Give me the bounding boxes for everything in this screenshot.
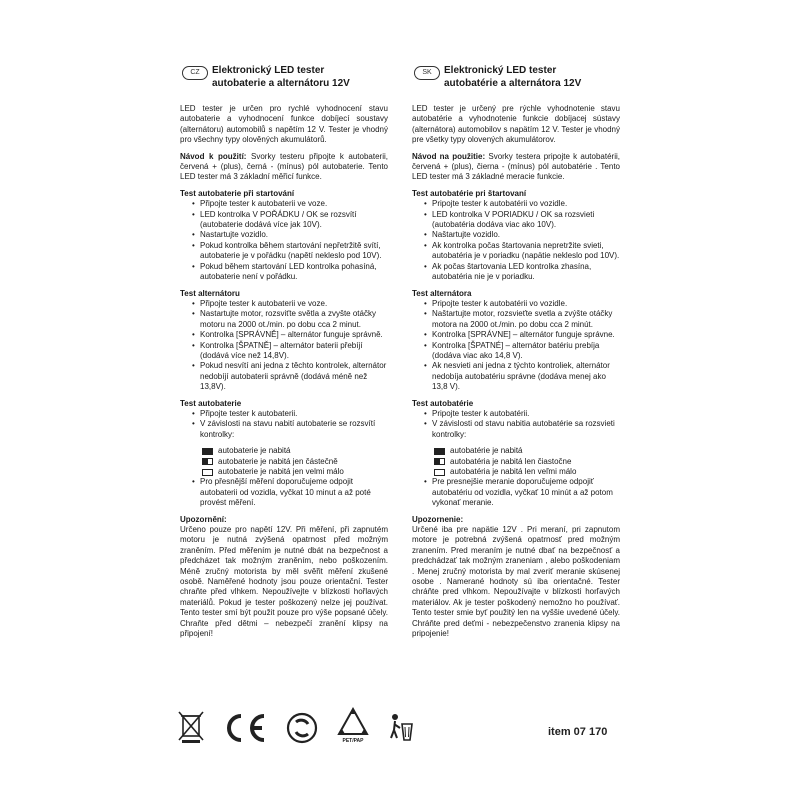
crossed-bin-icon: [178, 710, 204, 744]
header-sk: [412, 64, 620, 92]
list-item: • Pokud nesvítí ani jedna z těchto kontrolek, alternátor nedobíjí autobaterii správně (dodává méně než 13,8V).: [192, 361, 388, 392]
usage-label-sk: Návod na použitie:: [412, 151, 486, 161]
list-item: • Ak počas štartovania LED kontrolka zhasína, autobatéria nie je v poriadku.: [424, 262, 620, 283]
list-item: • V závislosti na stavu nabití autobaterie se rozsvítí kontrolky:: [192, 419, 388, 440]
charge-low-cz: [180, 467, 388, 477]
list-item: • Kontrolka [ŠPATNÉ] – alternátor batériu prebíja (dodáva viac ako 14,8 V).: [424, 341, 620, 362]
list-item: • Ak nesvieti ani jedna z týchto kontroliek, alternátor nedobíja autobatériu správne (dodáva menej ako 13,8 V).: [424, 361, 620, 392]
battery-empty-icon: [434, 469, 445, 476]
title-cz-line2: autobaterie a alternátoru 12V: [212, 78, 350, 89]
charge-label: autobatérie je nabitá: [450, 446, 523, 456]
green-dot-icon: [286, 712, 318, 744]
charge-label: autobaterie je nabitá jen částečně: [218, 456, 338, 466]
warning-text-sk: Určené iba pre napätie 12V . Pri meraní, pri zapnutom motore je potrebná zvýšená opatrnosť pred možným zranením. Pred meraním je nutné dbať na bezpečnosť a predchádzať tak možným zraneniam , alebo poškodeniam . Menej zručný motorista by mal zveriť meranie skúsenej osobe . Namerané hodnoty sú iba orientačné. Tester chráňte pred vlhkom. Nepoužívajte v blízkosti horľavých materiálov. Ak je tester poškodený nemožno ho používať. Tento tester smie byť použitý len na vyššie uvedené účely. Chráňte pred deťmi - nebezpečenstvo zranenia klipsy na pripojenie!: [412, 525, 620, 639]
usage-text-cz: Svorky testeru připojte k autobaterii, červená + (plus), černá - (mínus) pól autobaterie. Tento LED tester má 3 základní měřicí funkce.: [180, 151, 388, 182]
charge-low-sk: [412, 467, 620, 477]
usage-text-sk: Svorky testera pripojte k autobatérii, červená + (plus), čierna - (mínus) pól autobatérie . Tento LED tester má 3 základné meracie funkcie.: [412, 151, 620, 182]
list-sk-3b: [412, 477, 620, 508]
section-title-sk-3: Test autobatérie: [412, 398, 474, 408]
list-item: • Kontrolka [ŠPATNĚ] – alternátor baterii přebíjí (dodává více než 14,8V).: [192, 341, 388, 362]
list-item: • Připojte tester k autobaterii ve voze.: [192, 299, 388, 309]
footer-icons: [178, 700, 414, 744]
list-item: • Kontrolka [SPRÁVNĚ] – alternátor funguje správně.: [192, 330, 388, 340]
usage-sk: [412, 152, 620, 183]
item-number: item 07 170: [548, 726, 608, 738]
list-sk-3: [412, 409, 620, 440]
list-item: • LED kontrolka V POŘÁDKU / OK se rozsvítí (autobaterie dodává více jak 10V).: [192, 210, 388, 231]
lang-badge-sk: SK: [414, 66, 440, 80]
list-sk-2: [412, 299, 620, 393]
battery-full-icon: [202, 448, 213, 455]
section-title-sk-2: Test alternátora: [412, 288, 472, 298]
charge-label: autobaterie je nabitá jen velmi málo: [218, 467, 344, 476]
list-cz-1: [180, 199, 388, 282]
list-item: • Kontrolka [SPRÁVNE] – alternátor funguje správne.: [424, 330, 620, 340]
list-item: • Pokud během startování LED kontrolka pohasíná, autobaterie není v pořádku.: [192, 262, 388, 283]
usage-cz: [180, 152, 388, 183]
battery-full-icon: [434, 448, 445, 455]
charge-full-sk: [412, 446, 620, 456]
intro-sk: LED tester je určený pre rýchle vyhodnotenie stavu autobatérie a vyhodnotenie funkcie dobíjacej sústavy (alternátora) automobilov s napätím 12 V. Tester je vhodný pre všetky typy olovených akumulátorov.: [412, 104, 620, 145]
list-item: • Pokud kontrolka během startování nepřetržitě svítí, autobaterie je v pořádku (napětí nekleslo pod 10V).: [192, 241, 388, 262]
battery-empty-icon: [202, 469, 213, 476]
warning-title-cz: Upozornění:: [180, 514, 227, 524]
list-cz-3: [180, 409, 388, 440]
battery-half-icon: [434, 458, 445, 465]
list-item: • V závislosti od stavu nabitia autobatérie sa rozsvieti kontrolky:: [424, 419, 620, 440]
list-item: • Pripojte tester k autobatérii vo vozidle.: [424, 299, 620, 309]
list-item: • LED kontrolka V PORIADKU / OK sa rozsvieti (autobatéria dodáva viac ako 10V).: [424, 210, 620, 231]
list-item: • Nastartujte vozidlo.: [192, 230, 388, 240]
list-item: • Pripojte tester k autobatérii vo vozidle.: [424, 199, 620, 209]
charge-label: autobaterie je nabitá: [218, 446, 291, 456]
recycle-pet-icon: [336, 706, 370, 738]
section-title-cz-3: Test autobaterie: [180, 398, 242, 408]
usage-label-cz: Návod k použití:: [180, 151, 247, 161]
title-cz-line1: Elektronický LED tester: [212, 65, 325, 76]
list-item: • Pripojte tester k autobatérii.: [424, 409, 620, 419]
charge-half-sk: [412, 457, 620, 467]
list-item: • Naštartujte vozidlo.: [424, 230, 620, 240]
ce-mark-icon: [222, 712, 268, 744]
list-item: • Pro přesnější měření doporučujeme odpojit autobaterii od vozidla, vyčkat 10 minut a až poté provést měření.: [192, 477, 388, 508]
charge-label: autobatéria je nabitá len veľmi málo: [450, 467, 577, 476]
list-cz-3b: [180, 477, 388, 508]
list-item: • Připojte tester k autobaterii.: [192, 409, 388, 419]
title-sk-line1: Elektronický LED tester: [444, 65, 557, 76]
charge-half-cz: [180, 457, 388, 467]
list-item: • Ak kontrolka počas štartovania nepretržite svieti, autobatéria je v poriadku (napätie nekleslo pod 10V).: [424, 241, 620, 262]
list-item: • Naštartujte motor, rozsvieťte svetla a zvýšte otáčky motora na 2000 ot./min. po dobu cca 2 minút.: [424, 309, 620, 330]
tidyman-icon: [388, 712, 414, 744]
section-title-cz-1: Test autobaterie při startování: [180, 188, 295, 198]
list-item: • Pre presnejšie meranie doporučujeme odpojiť autobatériu od vozidla, vyčkať 10 minút a až potom vykonať meranie.: [424, 477, 620, 508]
charge-label: autobatéria je nabitá len čiastočne: [450, 456, 572, 466]
intro-cz: LED tester je určen pro rychlé vyhodnocení stavu autobaterie a vyhodnocení funkce dobíjecí soustavy (alternátoru) automobilů s napětím 12 V. Tester je vhodný pro všechny typy olověných akumulátorů.: [180, 104, 388, 145]
battery-half-icon: [202, 458, 213, 465]
list-item: • Připojte tester k autobaterii ve voze.: [192, 199, 388, 209]
lang-badge-cz: CZ: [182, 66, 208, 80]
warning-text-cz: Určeno pouze pro napětí 12V. Při měření, při zapnutém motoru je nutná zvýšená opatrnost před možným zraněním. Před měřením je nutné dbát na bezpečnost a předcházet tak možným zraněním, nebo poškozením. Méně zručný motorista by měl svěřit měření zkušené osobě. Naměřené hodnoty jsou pouze orientační. Tester chraňte před vlhkem. Nepoužívejte v blízkosti hořlavých materiálů. Pokud je tester poškozený nelze jej používat. Tento tester smí být použit pouze pro výše popsané účely. Chraňte před dětmi – nebezpečí zranění klipsy na připojení!: [180, 525, 388, 639]
warning-title-sk: Upozornenie:: [412, 514, 464, 524]
pet-label: PET/PAP: [342, 738, 364, 744]
list-cz-2: [180, 299, 388, 393]
section-title-cz-2: Test alternátoru: [180, 288, 240, 298]
section-title-sk-1: Test autobatérie pri štartovaní: [412, 188, 527, 198]
column-sk: [412, 64, 620, 646]
header-cz: [180, 64, 388, 92]
list-item: • Nastartujte motor, rozsviťte světla a zvyšte otáčky motoru na 2000 ot./min. po dobu cca 2 minut.: [192, 309, 388, 330]
column-cz: [180, 64, 388, 646]
list-sk-1: [412, 199, 620, 282]
title-sk-line2: autobatérie a alternátora 12V: [444, 78, 582, 89]
recycle-pet-group: [336, 706, 370, 744]
charge-full-cz: [180, 446, 388, 456]
